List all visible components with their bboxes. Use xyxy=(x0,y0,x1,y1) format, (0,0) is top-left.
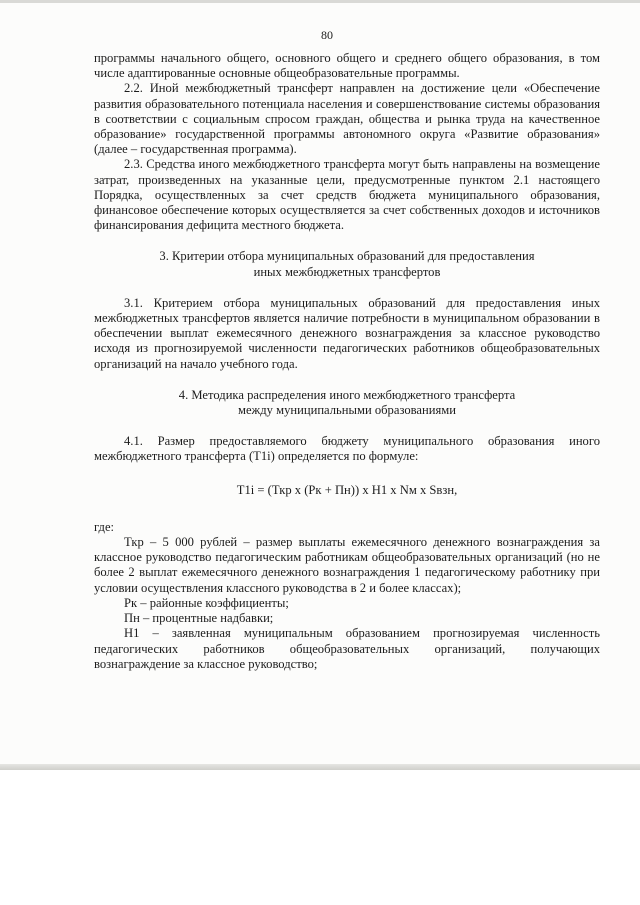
section-4-heading-line1: 4. Методика распределения иного межбюджетного трансферта xyxy=(178,387,516,402)
paragraph-2-3: 2.3. Средства иного межбюджетного трансферта могут быть направлены на возмещение затрат, произведенных на указанные цели, предусмотренные пунктом 2.1 настоящего Порядка, осуществленных за счет средств бюджета муниципального образования, финансовое обеспечение которых осуществляется за счет собственных доходов и источников финансирования дефицита местного бюджета. xyxy=(94,157,600,233)
paragraph-2-2: 2.2. Иной межбюджетный трансферт направлен на достижение цели «Обеспечение развития образовательного потенциала населения и совершенствование системы образования в соответствии с социальным спросом граждан, общества и рынка труда на качественное образование» государственной программы автономного округа «Развитие образования» (далее – государственная программа). xyxy=(94,81,600,157)
blank-area xyxy=(0,770,640,905)
section-4-heading-line2: между муниципальными образованиями xyxy=(237,403,456,418)
page-top-edge xyxy=(0,0,640,3)
definition-pn: Пн – процентные надбавки; xyxy=(124,611,274,626)
spacer xyxy=(94,372,600,388)
where-label: где: xyxy=(94,519,115,534)
spacer xyxy=(94,465,600,477)
definition-tkr: Ткр – 5 000 рублей – размер выплаты ежемесячного денежного вознаграждения за классное руководство педагогическим работникам общеобразовательных организаций (но не более 2 выплат ежемесячного денежного вознаграждения 1 педагогическому работнику при условии осуществления классного руководства в 2 и более классах); xyxy=(94,535,600,595)
section-3-heading-line1: 3. Критерии отбора муниципальных образований для предоставления xyxy=(159,249,535,264)
paragraph-continuation: программы начального общего, основного общего и среднего общего образования, в том числе адаптированные основные общеобразовательные программы. xyxy=(94,51,600,81)
paragraph-3-1: 3.1. Критерием отбора муниципальных образований для предоставления иных межбюджетных трансфертов является наличие потребности в муниципальном образовании в обеспечении выплат ежемесячного денежного вознаграждения за классное руководство исходя из прогнозируемой численности педагогических работников общеобразовательных организаций на начало учебного года. xyxy=(94,295,600,371)
paragraph-4-1: 4.1. Размер предоставляемого бюджету муниципального образования иного межбюджетного трансферта (Т1i) определяется по формуле: xyxy=(94,434,600,464)
spacer xyxy=(94,233,600,249)
definition-n1: Н1 – заявленная муниципальным образованием прогнозируемая численность педагогических работников общеобразовательных организаций, получающих вознаграждение за классное руководство; xyxy=(94,626,600,671)
spacer xyxy=(94,280,600,296)
formula: T1i = (Ткр х (Рк + Пн)) х Н1 х Nм х Sвзн, xyxy=(236,482,458,497)
section-3-heading-line2: иных межбюджетных трансфертов xyxy=(253,264,441,279)
section-4-heading xyxy=(94,388,600,418)
section-3-heading xyxy=(94,249,600,279)
spacer xyxy=(94,418,600,434)
page-number: 80 xyxy=(321,28,333,42)
definition-rk: Рк – районные коэффициенты; xyxy=(124,595,289,610)
